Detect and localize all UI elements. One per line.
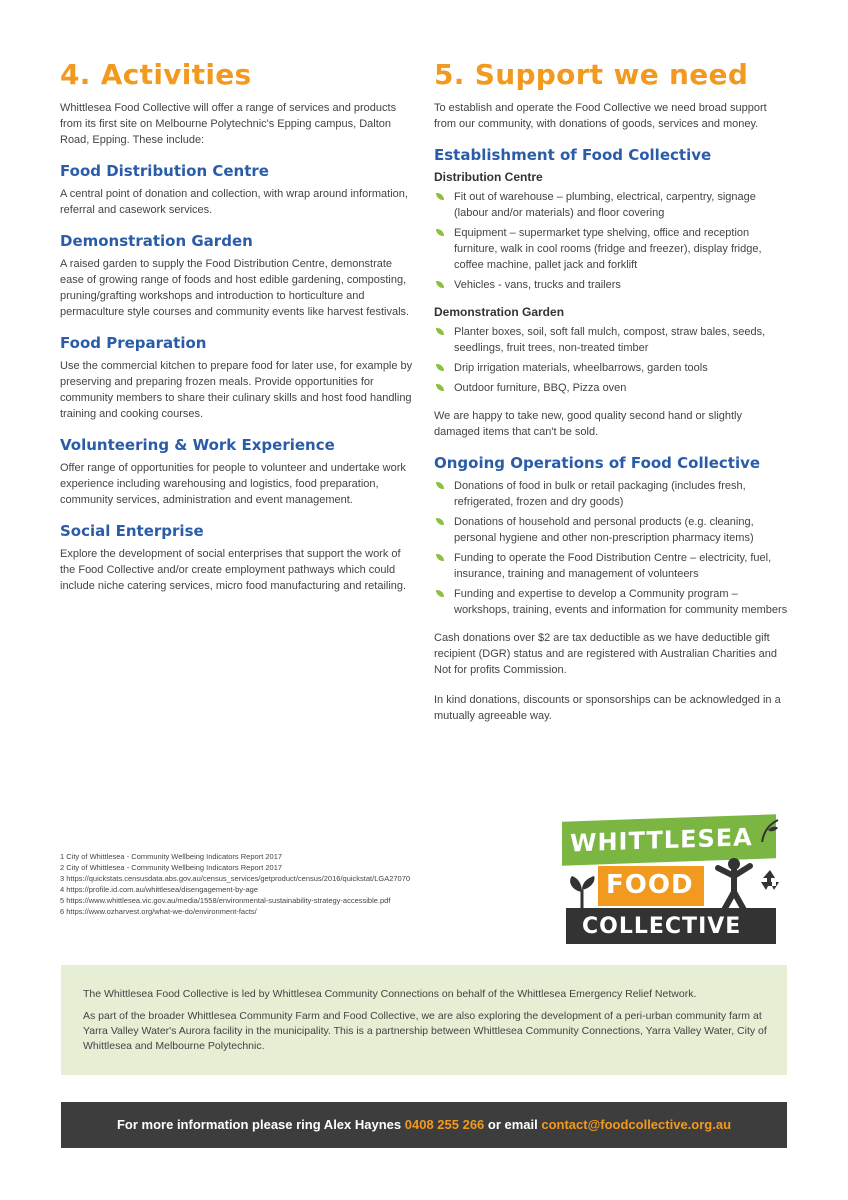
section-social-enterprise <box>60 522 416 594</box>
leaf-bullet-icon <box>436 518 444 525</box>
leaf-bullet-icon <box>436 482 444 489</box>
info-lead-text: The Whittlesea Food Collective is led by Whittlesea Community Connections on behalf of the Whittlesea Emergency Relief Network. <box>83 988 697 1000</box>
second-hand-note: We are happy to take new, good quality second hand or slightly damaged items that can't be sold. <box>434 410 742 438</box>
list-item: Planter boxes, soil, soft fall mulch, compost, straw bales, seeds, seedlings, fruit trees, non-treated timber <box>434 324 790 356</box>
leaf-bullet-icon <box>436 281 444 288</box>
leaf-bullet-icon <box>436 229 444 236</box>
contact-prefix: For more information please ring Alex Haynes <box>116 1117 405 1132</box>
logo-text-food: FOOD <box>606 870 694 900</box>
plant-sprout-icon <box>566 874 598 908</box>
activities-column <box>60 58 416 608</box>
recycle-icon <box>758 868 782 892</box>
list-item: Equipment – supermarket type shelving, office and reception furniture, walk in cool rooms (fridge and freezer), display fridge, coffee machine, pallet jack and forklift <box>434 225 790 273</box>
establishment-title: Establishment of Food Collective <box>434 146 712 164</box>
leaf-bullet-icon <box>436 554 444 561</box>
section-demonstration-garden <box>60 232 416 320</box>
leaf-bullet-icon <box>436 328 444 335</box>
footnote: 3 https://quickstats.censusdata.abs.gov.au/census_services/getproduct/census/2016/quickstat/LGA27070 <box>60 874 411 883</box>
leaf-bullet-icon <box>436 384 444 391</box>
leaf-bullet-icon <box>436 364 444 371</box>
section-text: A central point of donation and collection, with wrap around information, referral and casework services. <box>60 188 408 216</box>
footnote: 4 https://profile.id.com.au/whittlesea/disengagement-by-age <box>60 885 259 894</box>
contact-line <box>61 1102 787 1148</box>
logo-middle-band <box>598 866 704 906</box>
footnotes <box>60 851 540 917</box>
support-intro: To establish and operate the Food Collective we need broad support from our community, with donations of goods, services and money. <box>434 102 767 130</box>
list-item: Donations of food in bulk or retail packaging (includes fresh, refrigerated, frozen and dry goods) <box>434 478 790 510</box>
list-item: Outdoor furniture, BBQ, Pizza oven <box>434 380 790 396</box>
section-title: Demonstration Garden <box>60 232 253 250</box>
list-item: Funding and expertise to develop a Community program – workshops, training, events and information for community members <box>434 586 790 618</box>
email-link[interactable]: contact@foodcollective.org.au <box>541 1117 732 1132</box>
whittlesea-food-collective-logo <box>562 812 782 944</box>
support-heading: 5. Support we need <box>434 58 749 91</box>
footnote: 2 City of Whittlesea - Community Wellbeing Indicators Report 2017 <box>60 863 283 872</box>
contact-bar <box>61 1102 787 1148</box>
list-item: Vehicles - vans, trucks and trailers <box>434 277 790 293</box>
activities-heading: 4. Activities <box>60 58 252 91</box>
footnote: 5 https://www.whittlesea.vic.gov.au/media/1558/environmental-sustainability-strategy-accessible.pdf <box>60 896 391 905</box>
logo-bottom-band <box>566 908 776 944</box>
info-farm-text: As part of the broader Whittlesea Community Farm and Food Collective, we are also exploring the development of a peri-urban community farm at Yarra Valley Water's Aurora facility in the municipality. This is a partnership between Whittlesea Community Connections, Yarra Valley Water, City of Whittlesea and Melbourne Polytechnic. <box>83 1010 767 1052</box>
section-food-distribution <box>60 162 416 218</box>
leaf-bullet-icon <box>436 193 444 200</box>
section-text: A raised garden to supply the Food Distribution Centre, demonstrate ease of growing range of foods and host edible gardening, composting, pruning/grafting workshops and introduction to horticulture and permaculture style courses and community events like harvest festivals. <box>60 258 410 318</box>
garden-subtitle: Demonstration Garden <box>434 305 565 319</box>
footnote: 6 https://www.ozharvest.org/what-we-do/environment-facts/ <box>60 907 257 916</box>
list-item: Funding to operate the Food Distribution Centre – electricity, fuel, insurance, training and management of volunteers <box>434 550 790 582</box>
section-title: Social Enterprise <box>60 522 204 540</box>
list-item: Fit out of warehouse – plumbing, electrical, carpentry, signage (labour and/or materials) and floor covering <box>434 189 790 221</box>
section-text: Explore the development of social enterprises that support the work of the Food Collective and/or create employment pathways which could include niche catering services, micro food manufacturing and retailing. <box>60 548 407 592</box>
section-food-preparation <box>60 334 416 422</box>
logo-text-collective: COLLECTIVE <box>582 914 742 939</box>
leaf-sprig-icon <box>758 818 780 844</box>
section-text: Offer range of opportunities for people to volunteer and undertake work experience including warehousing and logistics, food preparation, community services, administration and event management. <box>60 462 406 506</box>
ongoing-list <box>434 478 790 618</box>
garden-list <box>434 324 790 396</box>
phone-number[interactable]: 0408 255 266 <box>404 1117 485 1132</box>
tax-note: Cash donations over $2 are tax deductible as we have deductible gift recipient (DGR) status and are registered with Australian Charities and Not for profits Commission. <box>434 632 777 676</box>
person-figure-icon <box>712 856 756 912</box>
contact-middle: or email <box>484 1117 542 1132</box>
footnote: 1 City of Whittlesea - Community Wellbeing Indicators Report 2017 <box>60 852 283 861</box>
support-column <box>434 58 790 724</box>
ongoing-title: Ongoing Operations of Food Collective <box>434 454 761 472</box>
section-text: Use the commercial kitchen to prepare food for later use, for example by preserving and preparing frozen meals. Provide opportunities for community members to share their culinary skills and host food handling training and cooking courses. <box>60 360 413 420</box>
section-title: Volunteering & Work Experience <box>60 436 335 454</box>
distribution-list <box>434 189 790 293</box>
section-title: Food Preparation <box>60 334 207 352</box>
leaf-bullet-icon <box>436 590 444 597</box>
list-item: Drip irrigation materials, wheelbarrows, garden tools <box>434 360 790 376</box>
logo-text-whittlesea: WHITTLESEA <box>570 823 753 858</box>
activities-intro: Whittlesea Food Collective will offer a range of services and products from its first site on Melbourne Polytechnic's Epping campus, Dalton Road, Epping. These include: <box>60 102 397 146</box>
inkind-note: In kind donations, discounts or sponsorships can be acknowledged in a mutually agreeable way. <box>434 694 781 722</box>
section-title: Food Distribution Centre <box>60 162 269 180</box>
distribution-subtitle: Distribution Centre <box>434 170 543 184</box>
section-volunteering <box>60 436 416 508</box>
info-box <box>61 965 787 1075</box>
list-item: Donations of household and personal products (e.g. cleaning, personal hygiene and other non-prescription pharmacy items) <box>434 514 790 546</box>
